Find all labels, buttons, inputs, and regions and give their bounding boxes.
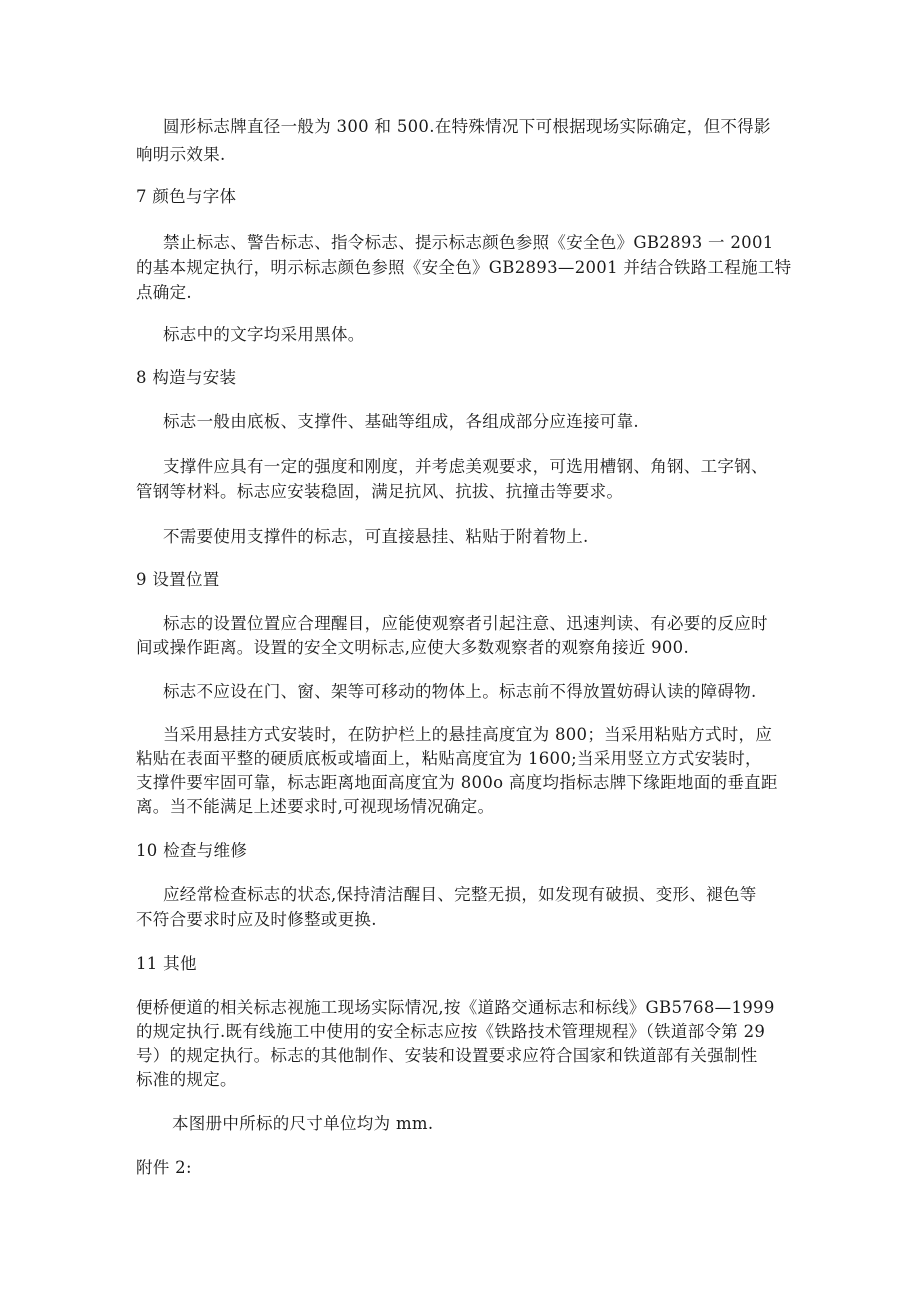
paragraph-other-line-4: 标准的规定。 [136,1070,237,1089]
paragraph-color-line-1: 禁止标志、警告标志、指令标志、提示标志颜色参照《安全色》GB2893 一 2001 [163,233,774,252]
paragraph-unit-note: 本图册中所标的尺寸单位均为 mm. [172,1114,434,1133]
attachment-label: 附件 2: [136,1158,192,1177]
paragraph-other-line-2: 的规定执行.既有线施工中使用的安全标志应按《铁路技术管理规程》（铁道部令第 29 [136,1022,766,1041]
paragraph-structure-3: 不需要使用支撑件的标志，可直接悬挂、粘贴于附着物上. [163,527,589,546]
paragraph-font: 标志中的文字均采用黑体。 [163,325,365,344]
paragraph-position-3-line-4: 离。当不能满足上述要求时,可视现场情况确定。 [136,797,495,816]
paragraph-position-2: 标志不应设在门、窗、架等可移动的物体上。标志前不得放置妨碍认读的障碍物. [163,682,757,701]
paragraph-other-line-1: 便桥便道的相关标志视施工现场实际情况,按《道路交通标志和标线》GB5768—1999 [136,998,775,1017]
paragraph-position-3-line-1: 当采用悬挂方式安装时，在防护栏上的悬挂高度宜为 800；当采用粘贴方式时，应 [163,725,773,744]
paragraph-structure-2-line-1: 支撑件应具有一定的强度和刚度，并考虑美观要求，可选用槽钢、角钢、工字钢、 [163,457,768,476]
heading-section-8: 8 构造与安装 [136,368,237,387]
heading-section-9: 9 设置位置 [136,570,220,589]
paragraph-position-1-line-1: 标志的设置位置应合理醒目，应能使观察者引起注意、迅速判读、有必要的反应时 [163,614,768,633]
paragraph-color-line-2: 的基本规定执行，明示标志颜色参照《安全色》GB2893—2001 并结合铁路工程施工特 [136,258,792,277]
paragraph-check-line-1: 应经常检查标志的状态,保持清洁醒目、完整无损，如发现有破损、变形、褪色等 [163,885,757,904]
paragraph-color-line-3: 点确定. [136,283,192,302]
paragraph-structure-2-line-2: 管钢等材料。标志应安装稳固，满足抗风、抗拔、抗撞击等要求。 [136,482,624,501]
paragraph-position-3-line-2: 粘贴在表面平整的硬质底板或墙面上，粘贴高度宜为 1600;当采用竖立方式安装时， [136,749,762,768]
paragraph-structure-1: 标志一般由底板、支撑件、基础等组成，各组成部分应连接可靠. [163,412,639,431]
paragraph-other-line-3: 号）的规定执行。标志的其他制作、安装和设置要求应符合国家和铁道部有关强制性 [136,1046,758,1065]
paragraph-check-line-2: 不符合要求时应及时修整或更换. [136,910,377,929]
heading-section-7: 7 颜色与字体 [136,187,237,206]
heading-section-10: 10 检查与维修 [136,841,248,860]
paragraph-position-1-line-2: 间或操作距离。设置的安全文明标志,应使大多数观察者的观察角接近 900. [136,638,690,657]
heading-section-11: 11 其他 [136,954,197,973]
paragraph-circle-size-line-2: 响明示效果. [136,145,226,164]
paragraph-position-3-line-3: 支撑件要牢固可靠，标志距离地面高度宜为 800o 高度均指标志牌下缘距地面的垂直距 [136,773,778,792]
paragraph-circle-size-line-1: 圆形标志牌直径一般为 300 和 500.在特殊情况下可根据现场实际确定，但不得影 [163,117,771,136]
